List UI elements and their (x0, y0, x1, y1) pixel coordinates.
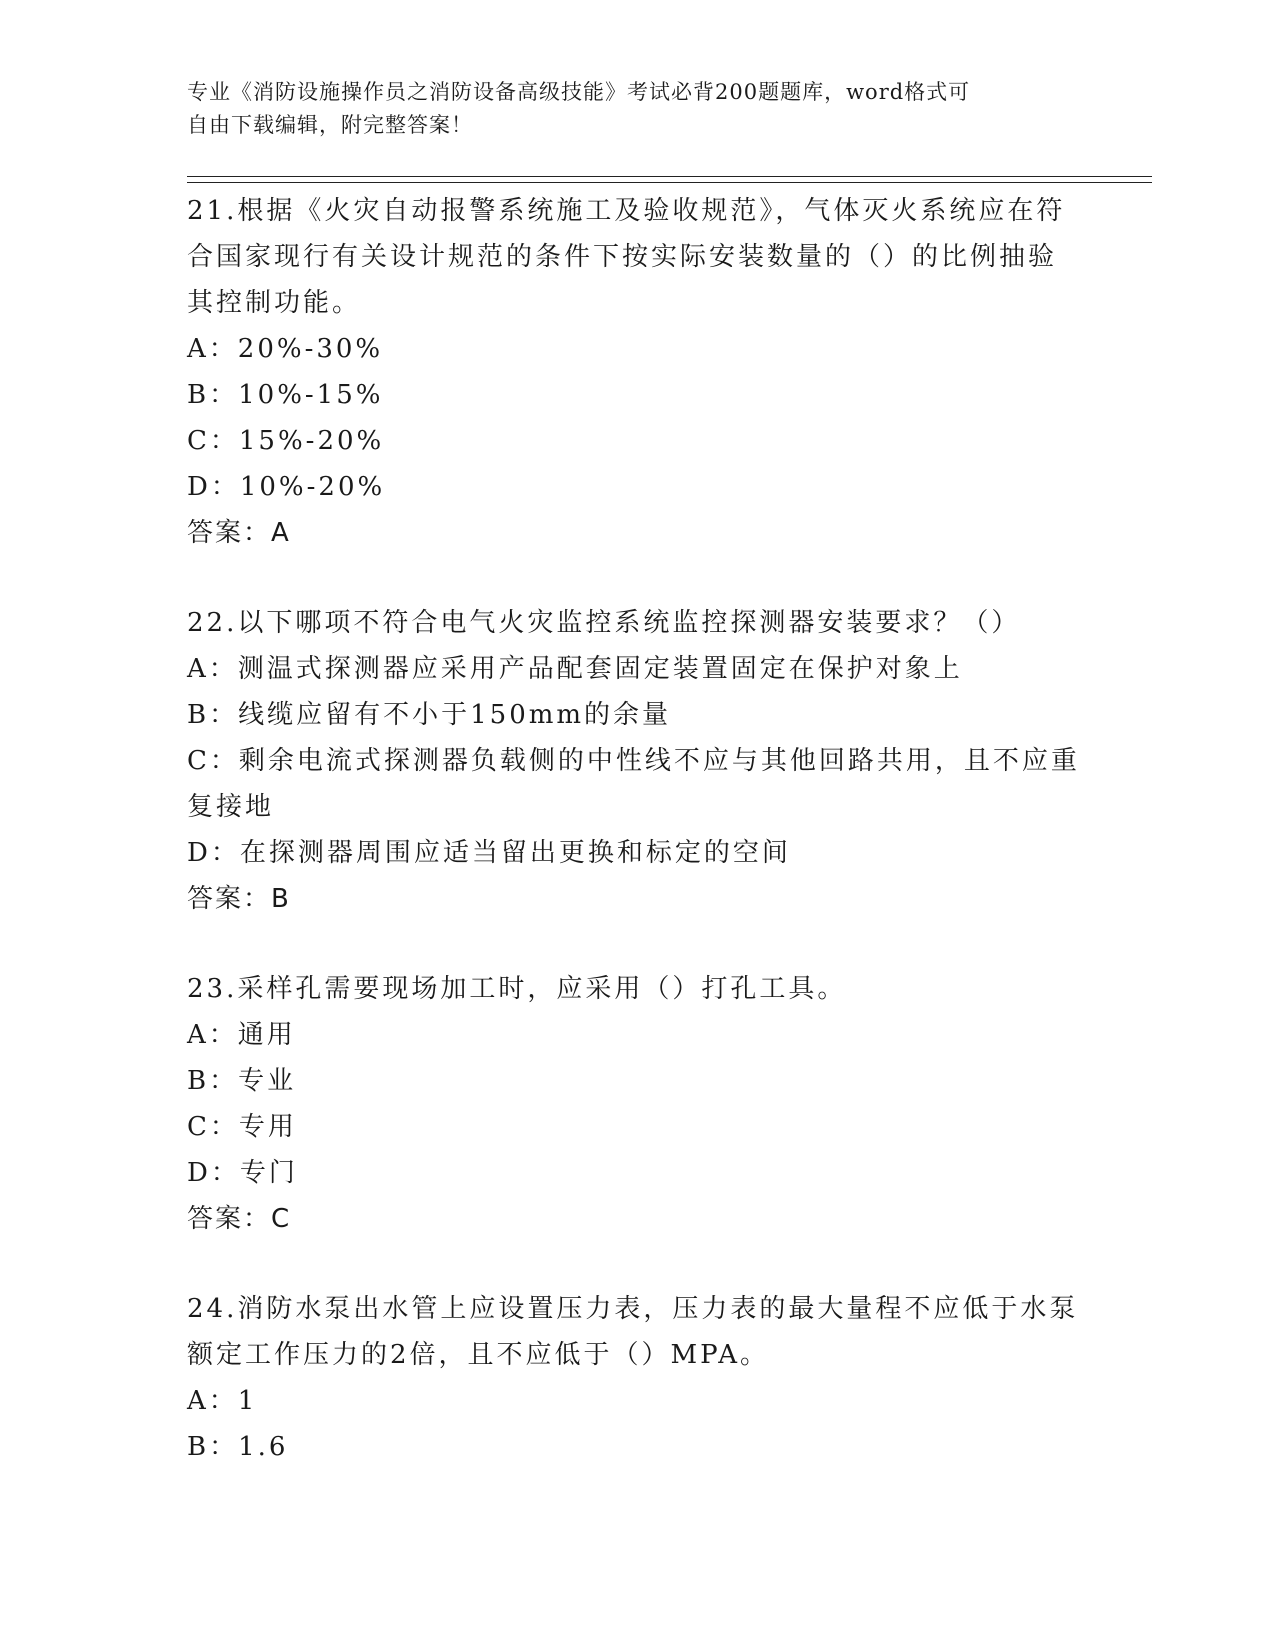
question-23 (187, 966, 1087, 1242)
question-list (187, 188, 1087, 1470)
option-d: D：专门 (187, 1158, 298, 1188)
spacer (187, 556, 1087, 600)
option-b: B：专业 (187, 1066, 297, 1096)
question-stem: 23.采样孔需要现场加工时，应采用（）打孔工具。 (187, 974, 847, 1004)
question-24 (187, 1286, 1087, 1470)
question-22 (187, 600, 1087, 922)
option-c: C：剩余电流式探测器负载侧的中性线不应与其他回路共用，且不应重 (187, 746, 1080, 776)
question-stem: 21.根据《火灾自动报警系统施工及验收规范》，气体灭火系统应在符 (187, 196, 1066, 226)
question-stem: 其控制功能。 (187, 288, 362, 318)
spacer (187, 922, 1087, 966)
question-stem: 额定工作压力的2倍，且不应低于（）MPA。 (187, 1340, 770, 1370)
question-stem: 合国家现行有关设计规范的条件下按实际安装数量的（）的比例抽验 (187, 242, 1058, 272)
option-d: D：在探测器周围应适当留出更换和标定的空间 (187, 838, 791, 868)
document-header (187, 76, 1067, 142)
option-c: C：15%-20% (187, 426, 385, 456)
answer: 答案：C (187, 1204, 292, 1234)
option-a: A：20%-30% (187, 334, 384, 364)
header-line: 专业《消防设施操作员之消防设备高级技能》考试必背200题题库，word格式可 (187, 80, 971, 104)
option-b: B：线缆应留有不小于150mm的余量 (187, 700, 672, 730)
option-c: C：专用 (187, 1112, 297, 1142)
question-stem: 22.以下哪项不符合电气火灾监控系统监控探测器安装要求？（） (187, 608, 1021, 638)
option-c-continued: 复接地 (187, 792, 275, 822)
option-a: A：测温式探测器应采用产品配套固定装置固定在保护对象上 (187, 654, 963, 684)
answer: 答案：A (187, 518, 291, 548)
spacer (187, 1242, 1087, 1286)
answer: 答案：B (187, 884, 291, 914)
option-b: B：10%-15% (187, 380, 384, 410)
header-divider (187, 176, 1152, 177)
option-b: B：1.6 (187, 1432, 289, 1462)
option-d: D：10%-20% (187, 472, 386, 502)
header-line: 自由下载编辑，附完整答案！ (187, 113, 473, 137)
option-a: A：通用 (187, 1020, 296, 1050)
question-stem: 24.消防水泵出水管上应设置压力表，压力表的最大量程不应低于水泵 (187, 1294, 1079, 1324)
question-21 (187, 188, 1087, 556)
header-divider (187, 182, 1152, 183)
option-a: A：1 (187, 1386, 258, 1416)
